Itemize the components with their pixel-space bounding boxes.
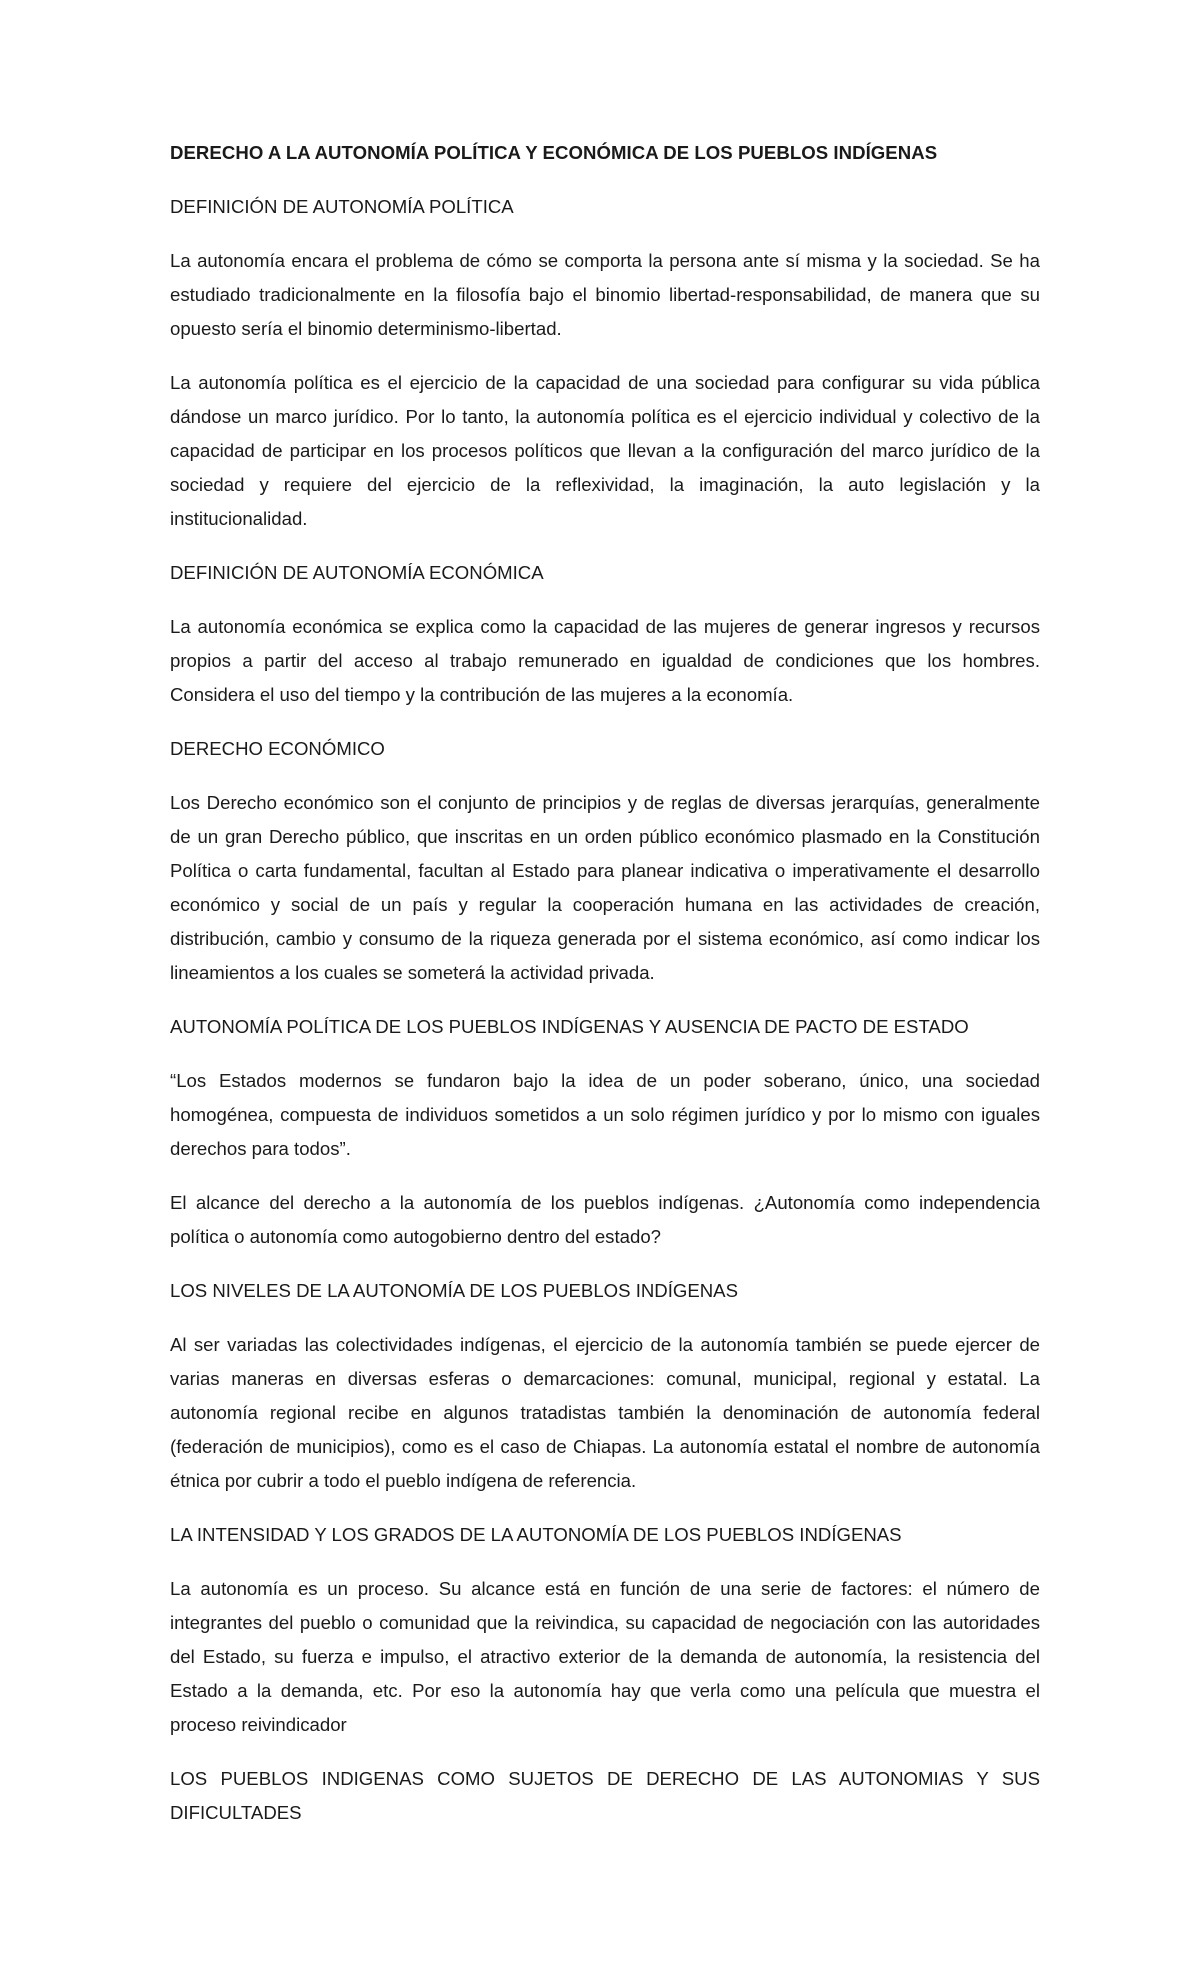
section-heading: LA INTENSIDAD Y LOS GRADOS DE LA AUTONOMÍA DE LOS PUEBLOS INDÍGENAS	[170, 1524, 902, 1545]
section-heading: AUTONOMÍA POLÍTICA DE LOS PUEBLOS INDÍGENAS Y AUSENCIA DE PACTO DE ESTADO	[170, 1016, 969, 1037]
paragraph: Los Derecho económico son el conjunto de principios y de reglas de diversas jerarquías, generalmente de un gran Derecho público, que inscritas en un orden público económico plasmado en la Constitución Política o carta fundamental, facultan al Estado para planear indicativa o imperativamente el desarrollo económico y social de un país y regular la cooperación humana en las actividades de creación, distribución, cambio y consumo de la riqueza generada por el sistema económico, así como indicar los lineamientos a los cuales se someterá la actividad privada.	[170, 792, 1040, 983]
document-title: DERECHO A LA AUTONOMÍA POLÍTICA Y ECONÓMICA DE LOS PUEBLOS INDÍGENAS	[170, 142, 938, 163]
quote-paragraph: “Los Estados modernos se fundaron bajo la idea de un poder soberano, único, una sociedad homogénea, compuesta de individuos sometidos a un solo régimen jurídico y por lo mismo con iguales derechos para todos”.	[170, 1070, 1040, 1159]
paragraph: La autonomía política es el ejercicio de la capacidad de una sociedad para configurar su vida pública dándose un marco jurídico. Por lo tanto, la autonomía política es el ejercicio individual y colectivo de la capacidad de participar en los procesos políticos que llevan a la configuración del marco jurídico de la sociedad y requiere del ejercicio de la reflexividad, la imaginación, la auto legislación y la institucionalidad.	[170, 372, 1040, 529]
section-heading: DEFINICIÓN DE AUTONOMÍA POLÍTICA	[170, 196, 514, 217]
paragraph: La autonomía es un proceso. Su alcance está en función de una serie de factores: el número de integrantes del pueblo o comunidad que la reivindica, su capacidad de negociación con las autoridades del Estado, su fuerza e impulso, el atractivo exterior de la demanda de autonomía, la resistencia del Estado a la demanda, etc. Por eso la autonomía hay que verla como una película que muestra el proceso reivindicador	[170, 1578, 1040, 1735]
section-heading: LOS NIVELES DE LA AUTONOMÍA DE LOS PUEBLOS INDÍGENAS	[170, 1280, 738, 1301]
paragraph: La autonomía económica se explica como la capacidad de las mujeres de generar ingresos y recursos propios a partir del acceso al trabajo remunerado en igualdad de condiciones que los hombres. Considera el uso del tiempo y la contribución de las mujeres a la economía.	[170, 616, 1040, 705]
paragraph: La autonomía encara el problema de cómo se comporta la persona ante sí misma y la sociedad. Se ha estudiado tradicionalmente en la filosofía bajo el binomio libertad-responsabilidad, de manera que su opuesto sería el binomio determinismo-libertad.	[170, 250, 1040, 339]
section-heading: DEFINICIÓN DE AUTONOMÍA ECONÓMICA	[170, 562, 544, 583]
document-body	[170, 136, 1040, 1830]
paragraph: Al ser variadas las colectividades indígenas, el ejercicio de la autonomía también se puede ejercer de varias maneras en diversas esferas o demarcaciones: comunal, municipal, regional y estatal. La autonomía regional recibe en algunos tratadistas también la denominación de autonomía federal (federación de municipios), como es el caso de Chiapas. La autonomía estatal el nombre de autonomía étnica por cubrir a todo el pueblo indígena de referencia.	[170, 1334, 1040, 1491]
section-heading: LOS PUEBLOS INDIGENAS COMO SUJETOS DE DERECHO DE LAS AUTONOMIAS Y SUS DIFICULTADES	[170, 1768, 1040, 1823]
section-heading: DERECHO ECONÓMICO	[170, 738, 385, 759]
paragraph: El alcance del derecho a la autonomía de los pueblos indígenas. ¿Autonomía como independencia política o autonomía como autogobierno dentro del estado?	[170, 1192, 1040, 1247]
